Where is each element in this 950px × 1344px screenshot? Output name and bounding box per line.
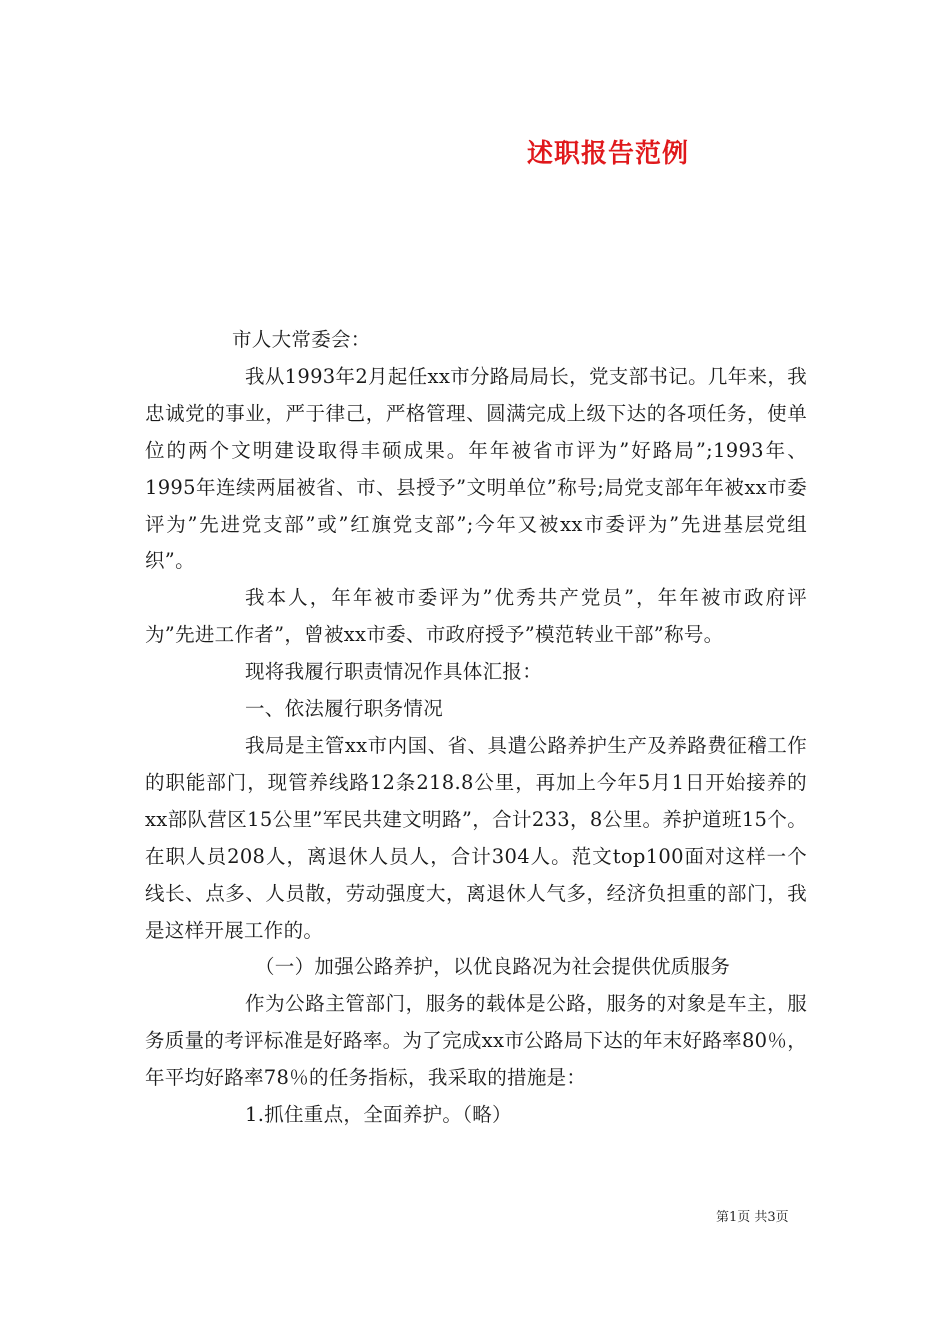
document-body (145, 322, 807, 1134)
document-title: 述职报告范例 (527, 139, 690, 169)
paragraph-3: 现将我履行职责情况作具体汇报： (245, 660, 543, 684)
section-heading-2: （一）加强公路养护，以优良路况为社会提供优质服务 (255, 955, 731, 979)
paragraph-2: 我本人，年年被市委评为”优秀共产党员”，年年被市政府评为”先进工作者”，曾被xx市委、市政府授予”模范转业干部”称号。 (145, 586, 807, 647)
list-item-1: 1.抓住重点，全面养护。（略） (245, 1103, 512, 1127)
paragraph-5: 作为公路主管部门，服务的载体是公路，服务的对象是车主，服务质量的考评标准是好路率。为了完成xx市公路局下达的年末好路率80％，年平均好路率78％的任务指标，我采取的措施是： (145, 992, 807, 1090)
paragraph-4: 我局是主管xx市内国、省、具遣公路养护生产及养路费征稽工作的职能部门，现管养线路12条218.8公里，再加上今年5月1日开始接养的xx部队营区15公里”军民共建文明路”，合计233，8公里。养护道班15个。在职人员208人，离退休人员人，合计304人。范文top100面对这样一个线长、点多、人员散，劳动强度大，离退休人气多，经济负担重的部门，我是这样开展工作的。 (145, 733, 807, 942)
section-heading-1: 一、依法履行职务情况 (245, 697, 444, 721)
paragraph-1: 我从1993年2月起任xx市分路局局长，党支部书记。几年来，我忠诚党的事业，严于律己，严格管理、圆满完成上级下达的各项任务，使单位的两个文明建设取得丰硕成果。年年被省市评为”好路局”;1993年、1995年连续两届被省、市、县授予”文明单位”称号;局党支部年年被xx市委评为”先进党支部”或”红旗党支部”;今年又被xx市委评为”先进基层党组织”。 (145, 364, 807, 573)
page-footer: 第1页 共3页 (716, 1210, 789, 1225)
salutation: 市人大常委会： (232, 328, 371, 351)
